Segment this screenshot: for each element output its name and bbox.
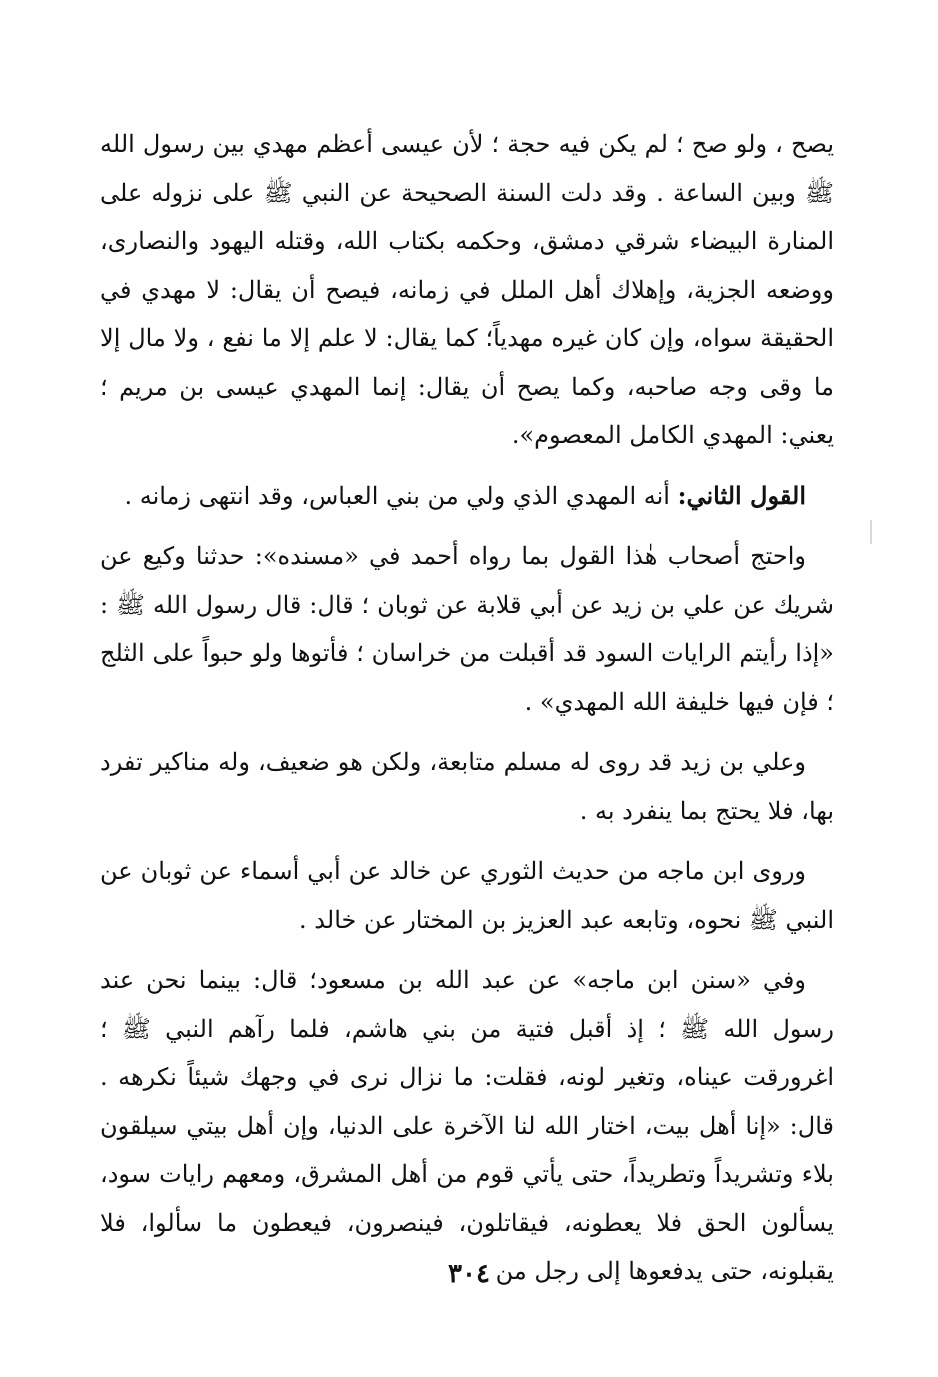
text-line: البيضاء شرقي دمشق، وحكمه بكتاب الله، وقتله اليهود والنصارى، ووضعه	[100, 227, 834, 304]
paragraph-5	[100, 847, 834, 944]
text-line: اختار الله لنا الآخرة على الدنيا، وإن أهل بيتي سيلقون بلاء وتشريداً وتطريداً،	[100, 1111, 834, 1188]
text-line: وبين الساعة . وقد دلت السنة الصحيحة عن النبي ﷺ على نزوله على المنارة	[100, 178, 834, 255]
text-line: واحتج أصحاب هٰذا القول بما رواه أحمد في «مسنده»: حدثنا وكيع عن	[100, 542, 807, 570]
text-line: يصح ، ولو صح ؛ لم يكن فيه حجة ؛ لأن عيسى أعظم مهدي بين رسول الله ﷺ	[100, 130, 834, 207]
page-body-text	[100, 120, 834, 1296]
text-line: وفي «سنن ابن ماجه» عن عبد الله بن مسعود؛ قال: بينما نحن عند رسول	[100, 966, 834, 1043]
text-line: «إذا رأيتم الرايات السود قد أقبلت من خراسان ؛ فأتوها ولو حبواً على الثلج ؛ فإن	[100, 639, 834, 716]
text-line: فيقاتلون، فينصرون، فيعطون ما سألوا، فلا يقبلونه، حتى يدفعوها إلى رجل من	[100, 1208, 834, 1285]
text-line: حتى يأتي قوم من أهل المشرق، ومعهم رايات سود، يسألون الحق فلا يعطونه،	[100, 1160, 834, 1237]
paragraph-second-opinion	[100, 472, 834, 521]
text-line: وجه صاحبه، وكما يصح أن يقال: إنما المهدي عيسى بن مريم ؛ يعني:	[100, 372, 834, 449]
text-line: بها، فلا يحتج بما ينفرد به .	[579, 796, 834, 825]
text-line: سواه، وإن كان غيره مهدياً؛ كما يقال: لا علم إلا ما نفع ، ولا مال إلا ما وقى	[100, 324, 834, 401]
text-line: وعلي بن زيد قد روى له مسلم متابعة، ولكن هو ضعيف، وله مناكير تفرد	[100, 748, 806, 776]
text-line: شريك عن علي بن زيد عن أبي قلابة عن ثوبان ؛ قال: قال رسول الله ﷺ :	[100, 590, 834, 619]
text-line: الجزية، وإهلاك أهل الملل في زمانه، فيصح أن يقال: لا مهدي في الحقيقة	[100, 275, 834, 352]
text-line: المهدي الكامل المعصوم».	[511, 421, 773, 449]
margin-mark	[870, 520, 872, 544]
second-opinion-label: القول الثاني:	[677, 480, 806, 510]
text-line: الله ﷺ ؛ إذ أقبل فتية من بني هاشم، فلما رآهم النبي ﷺ ؛ اغرورقت عيناه،	[100, 1014, 834, 1091]
paragraph-4	[100, 738, 834, 835]
paragraph-1	[100, 120, 834, 460]
paragraph-6	[100, 956, 834, 1296]
text-line: أنه المهدي الذي ولي من بني العباس، وقد انتهى زمانه .	[124, 481, 678, 510]
text-line: عن النبي ﷺ نحوه، وتابعه عبد العزيز بن المختار عن خالد .	[100, 857, 834, 934]
text-line: وتغير لونه، فقلت: ما نزال نرى في وجهك شيئاً نكرهه . قال: «إنا أهل بيت،	[100, 1063, 834, 1140]
text-line: وروى ابن ماجه من حديث الثوري عن خالد عن أبي أسماء عن ثوبان	[140, 857, 807, 885]
page-number: ٣٠٤	[448, 1259, 490, 1289]
paragraph-3	[100, 532, 834, 726]
text-line: فيها خليفة الله المهدي» .	[524, 687, 775, 716]
